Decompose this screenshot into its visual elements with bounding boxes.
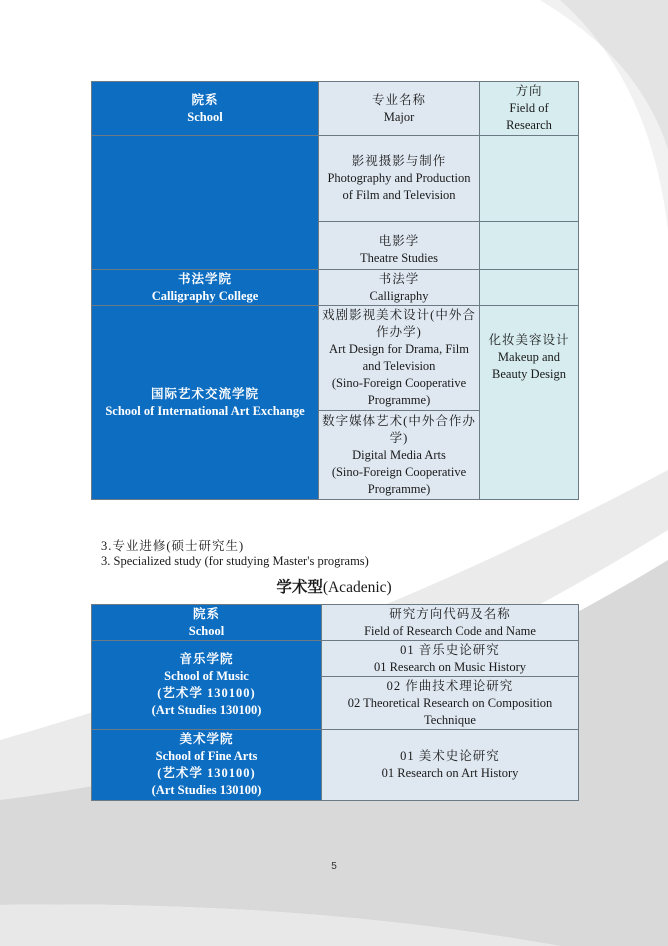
subheading-en: (Acadenic) (322, 579, 392, 596)
header-major-en: Major (383, 109, 415, 124)
research-field-cell (322, 641, 579, 677)
table-row (92, 270, 579, 306)
school-en: School of International Art Exchange (105, 403, 305, 418)
major-zh: 作办学) (376, 325, 422, 339)
table-header-row (92, 605, 579, 641)
school-cell-music (92, 641, 322, 730)
research-field-cell (322, 730, 579, 801)
page-number: 5 (331, 861, 337, 872)
major-cell (319, 306, 480, 411)
header-field-en-2: Research (506, 118, 552, 132)
header-field (480, 82, 579, 136)
field-cell-empty (480, 222, 579, 270)
school-code-zh: (艺术学 130100) (157, 766, 256, 780)
field-en: 01 Research on Art History (381, 766, 519, 780)
major-en: Calligraphy (369, 288, 429, 303)
header-field-en: Field of Research Code and Name (364, 623, 536, 638)
header-field-zh: 研究方向代码及名称 (389, 606, 511, 621)
school-code-zh: (艺术学 130100) (157, 686, 256, 700)
major-en: Programme) (367, 393, 431, 407)
major-zh: 影视摄影与制作 (351, 154, 447, 168)
school-code-en: (Art Studies 130100) (151, 703, 262, 717)
field-zh: 02 作曲技术理论研究 (386, 678, 514, 693)
table-header-row (92, 82, 579, 136)
school-cell-fine-arts (92, 730, 322, 801)
header-school-zh: 院系 (191, 92, 219, 107)
header-school (92, 82, 319, 136)
field-en: 02 Theoretical Research on Composition (347, 695, 553, 710)
major-en: of Film and Television (342, 188, 456, 202)
header-field-en-1: Field of (509, 101, 549, 115)
major-cell (319, 411, 480, 500)
academic-subheading (0, 575, 668, 597)
section-title-en: 3. Specialized study (for studying Master's programs) (101, 554, 369, 568)
major-en: Art Design for Drama, Film (329, 342, 469, 356)
major-zh: 戏剧影视美术设计(中外合 (322, 308, 476, 322)
school-en: Calligraphy College (151, 288, 259, 303)
header-major (319, 82, 480, 136)
major-en: (Sino-Foreign Cooperative (331, 376, 467, 390)
field-en: Technique (424, 712, 476, 727)
major-en: Theatre Studies (359, 251, 439, 265)
field-cell-empty (480, 270, 579, 306)
academic-research-table (91, 604, 579, 801)
school-zh: 书法学院 (177, 271, 232, 286)
majors-table (91, 81, 579, 500)
section-title-zh: 3.专业进修(硕士研究生) (101, 539, 245, 553)
header-school (92, 605, 322, 641)
school-cell-empty (92, 136, 319, 270)
field-cell-empty (480, 136, 579, 222)
major-cell (319, 270, 480, 306)
field-cell (480, 306, 579, 500)
header-school-en: School (187, 109, 223, 124)
major-cell (319, 222, 480, 270)
major-en: Programme) (367, 481, 431, 496)
major-en: Digital Media Arts (352, 447, 446, 462)
table-row (92, 136, 579, 222)
school-en: School of Fine Arts (155, 749, 258, 763)
major-en: (Sino-Foreign Cooperative (331, 464, 467, 479)
field-en: Beauty Design (492, 367, 566, 381)
field-zh: 化妆美容设计 (488, 333, 570, 347)
major-zh: 学) (389, 430, 409, 445)
table-row (92, 730, 579, 801)
school-zh: 音乐学院 (179, 652, 234, 666)
header-school-en: School (188, 623, 225, 638)
field-zh: 01 美术史论研究 (400, 749, 500, 763)
major-cell (319, 136, 480, 222)
header-major-zh: 专业名称 (371, 92, 426, 107)
school-en: School of Music (164, 669, 249, 683)
major-en: Photography and Production (327, 171, 471, 185)
field-zh: 01 音乐史论研究 (400, 642, 500, 657)
school-cell (92, 270, 319, 306)
subheading-zh: 学术型 (276, 579, 323, 596)
table-row (92, 641, 579, 677)
school-code-en: (Art Studies 130100) (151, 783, 262, 797)
header-field (322, 605, 579, 641)
major-en: and Television (362, 359, 436, 373)
major-zh: 电影学 (378, 234, 420, 248)
major-zh: 书法学 (378, 271, 420, 286)
header-school-zh: 院系 (192, 606, 220, 621)
research-field-cell (322, 677, 579, 730)
major-zh: 数字媒体艺术(中外合作办 (322, 413, 476, 428)
school-zh: 国际艺术交流学院 (150, 386, 259, 401)
field-en: Makeup and (497, 350, 561, 364)
header-field-zh: 方向 (515, 84, 543, 98)
school-cell (92, 306, 319, 500)
field-en: 01 Research on Music History (373, 659, 527, 674)
school-zh: 美术学院 (179, 732, 234, 746)
table-row (92, 306, 579, 411)
